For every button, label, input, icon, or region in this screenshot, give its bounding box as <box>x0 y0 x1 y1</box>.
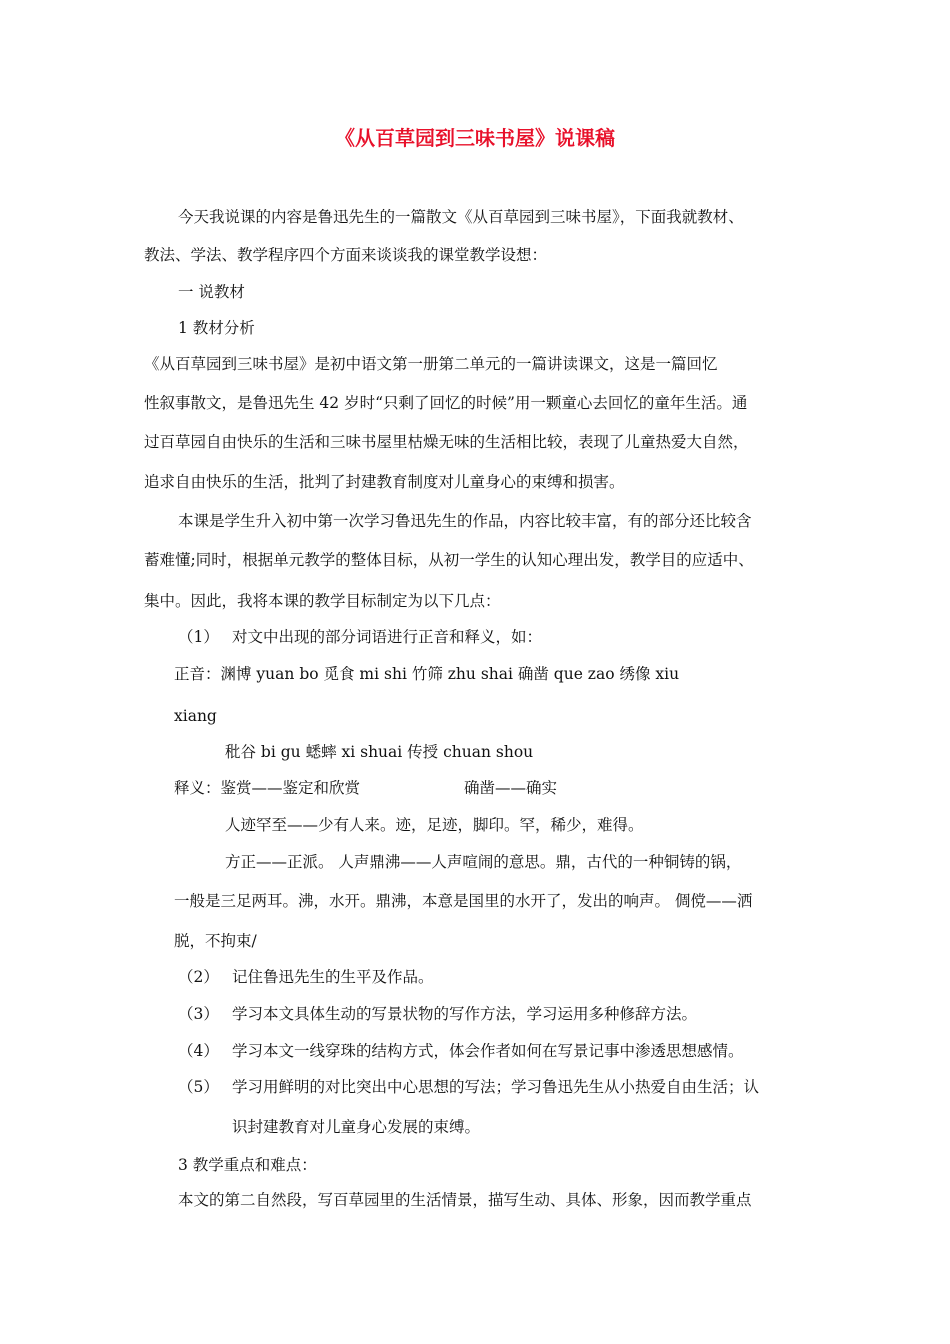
intro-line-1: 今天我说课的内容是鲁迅先生的一篇散文《从百草园到三味书屋》，下面我就教材、 <box>178 208 744 226</box>
goal-1-number: （1） <box>178 628 219 646</box>
pronunciation-line-2: xiang <box>174 707 217 725</box>
document-title: 《从百草园到三味书屋》说课稿 <box>335 126 615 150</box>
definition-line-1b: 确凿——确实 <box>464 779 558 797</box>
goal-3-text: 学习本文具体生动的写景状物的写作方法，学习运用多种修辞方法。 <box>232 1005 698 1023</box>
subheading-textbook-analysis: 1 教材分析 <box>178 319 255 337</box>
goal-1-text: 对文中出现的部分词语进行正音和释义，如： <box>232 628 543 646</box>
definition-line-2: 人迹罕至——少有人来。迹，足迹，脚印。罕，稀少，难得。 <box>225 816 644 834</box>
paragraph-3-line-1: 本文的第二自然段，写百草园里的生活情景，描写生动、具体、形象，因而教学重点 <box>178 1191 752 1209</box>
paragraph-1-line-2: 性叙事散文，是鲁迅先生 42 岁时“只剩了回忆的时候”用一颗童心去回忆的童年生活。通 <box>144 394 748 412</box>
goal-5-number: （5） <box>178 1078 219 1096</box>
pronunciation-line-1: 正音：渊博 yuan bo 觅食 mi shi 竹筛 zhu shai 确凿 que zao 绣像 xiu <box>174 665 680 683</box>
intro-line-2: 教法、学法、教学程序四个方面来谈谈我的课堂教学设想： <box>144 246 548 264</box>
subheading-key-points: 3 教学重点和难点： <box>178 1156 317 1174</box>
goal-4-number: （4） <box>178 1042 219 1060</box>
goal-2-number: （2） <box>178 968 219 986</box>
goal-2-text: 记住鲁迅先生的生平及作品。 <box>232 968 434 986</box>
paragraph-1-line-3: 过百草园自由快乐的生活和三味书屋里枯燥无味的生活相比较，表现了儿童热爱大自然， <box>144 433 749 451</box>
goal-4-text: 学习本文一线穿珠的结构方式，体会作者如何在写景记事中渗透思想感情。 <box>232 1042 744 1060</box>
goal-3-number: （3） <box>178 1005 219 1023</box>
paragraph-1-line-1: 《从百草园到三味书屋》是初中语文第一册第二单元的一篇讲读课文，这是一篇回忆 <box>144 355 718 373</box>
paragraph-1-line-4: 追求自由快乐的生活，批判了封建教育制度对儿童身心的束缚和损害。 <box>144 473 625 491</box>
goal-5-text: 学习用鲜明的对比突出中心思想的写法；学习鲁迅先生从小热爱自由生活；认 <box>232 1078 760 1096</box>
goal-5-text-line-2: 识封建教育对儿童身心发展的束缚。 <box>232 1118 481 1136</box>
definition-line-3: 方正——正派。 人声鼎沸——人声喧闹的意思。鼎，古代的一种铜铸的锅， <box>225 853 742 871</box>
definition-line-4: 一般是三足两耳。沸，水开。鼎沸，本意是国里的水开了，发出的响声。 倜傥——洒 <box>174 892 753 910</box>
definition-line-1a: 释义：鉴赏——鉴定和欣赏 <box>174 779 361 797</box>
section-heading-1: 一 说教材 <box>178 283 245 301</box>
paragraph-2-line-2: 蓄难懂;同时，根据单元教学的整体目标，从初一学生的认知心理出发，教学目的应适中、 <box>144 551 754 569</box>
paragraph-2-line-1: 本课是学生升入初中第一次学习鲁迅先生的作品，内容比较丰富，有的部分还比较含 <box>178 512 752 530</box>
definition-line-5: 脱，不拘束/ <box>174 932 257 950</box>
paragraph-2-line-3: 集中。因此，我将本课的教学目标制定为以下几点： <box>144 592 501 610</box>
pronunciation-line-3: 秕谷 bi gu 蟋蟀 xi shuai 传授 chuan shou <box>225 743 534 761</box>
